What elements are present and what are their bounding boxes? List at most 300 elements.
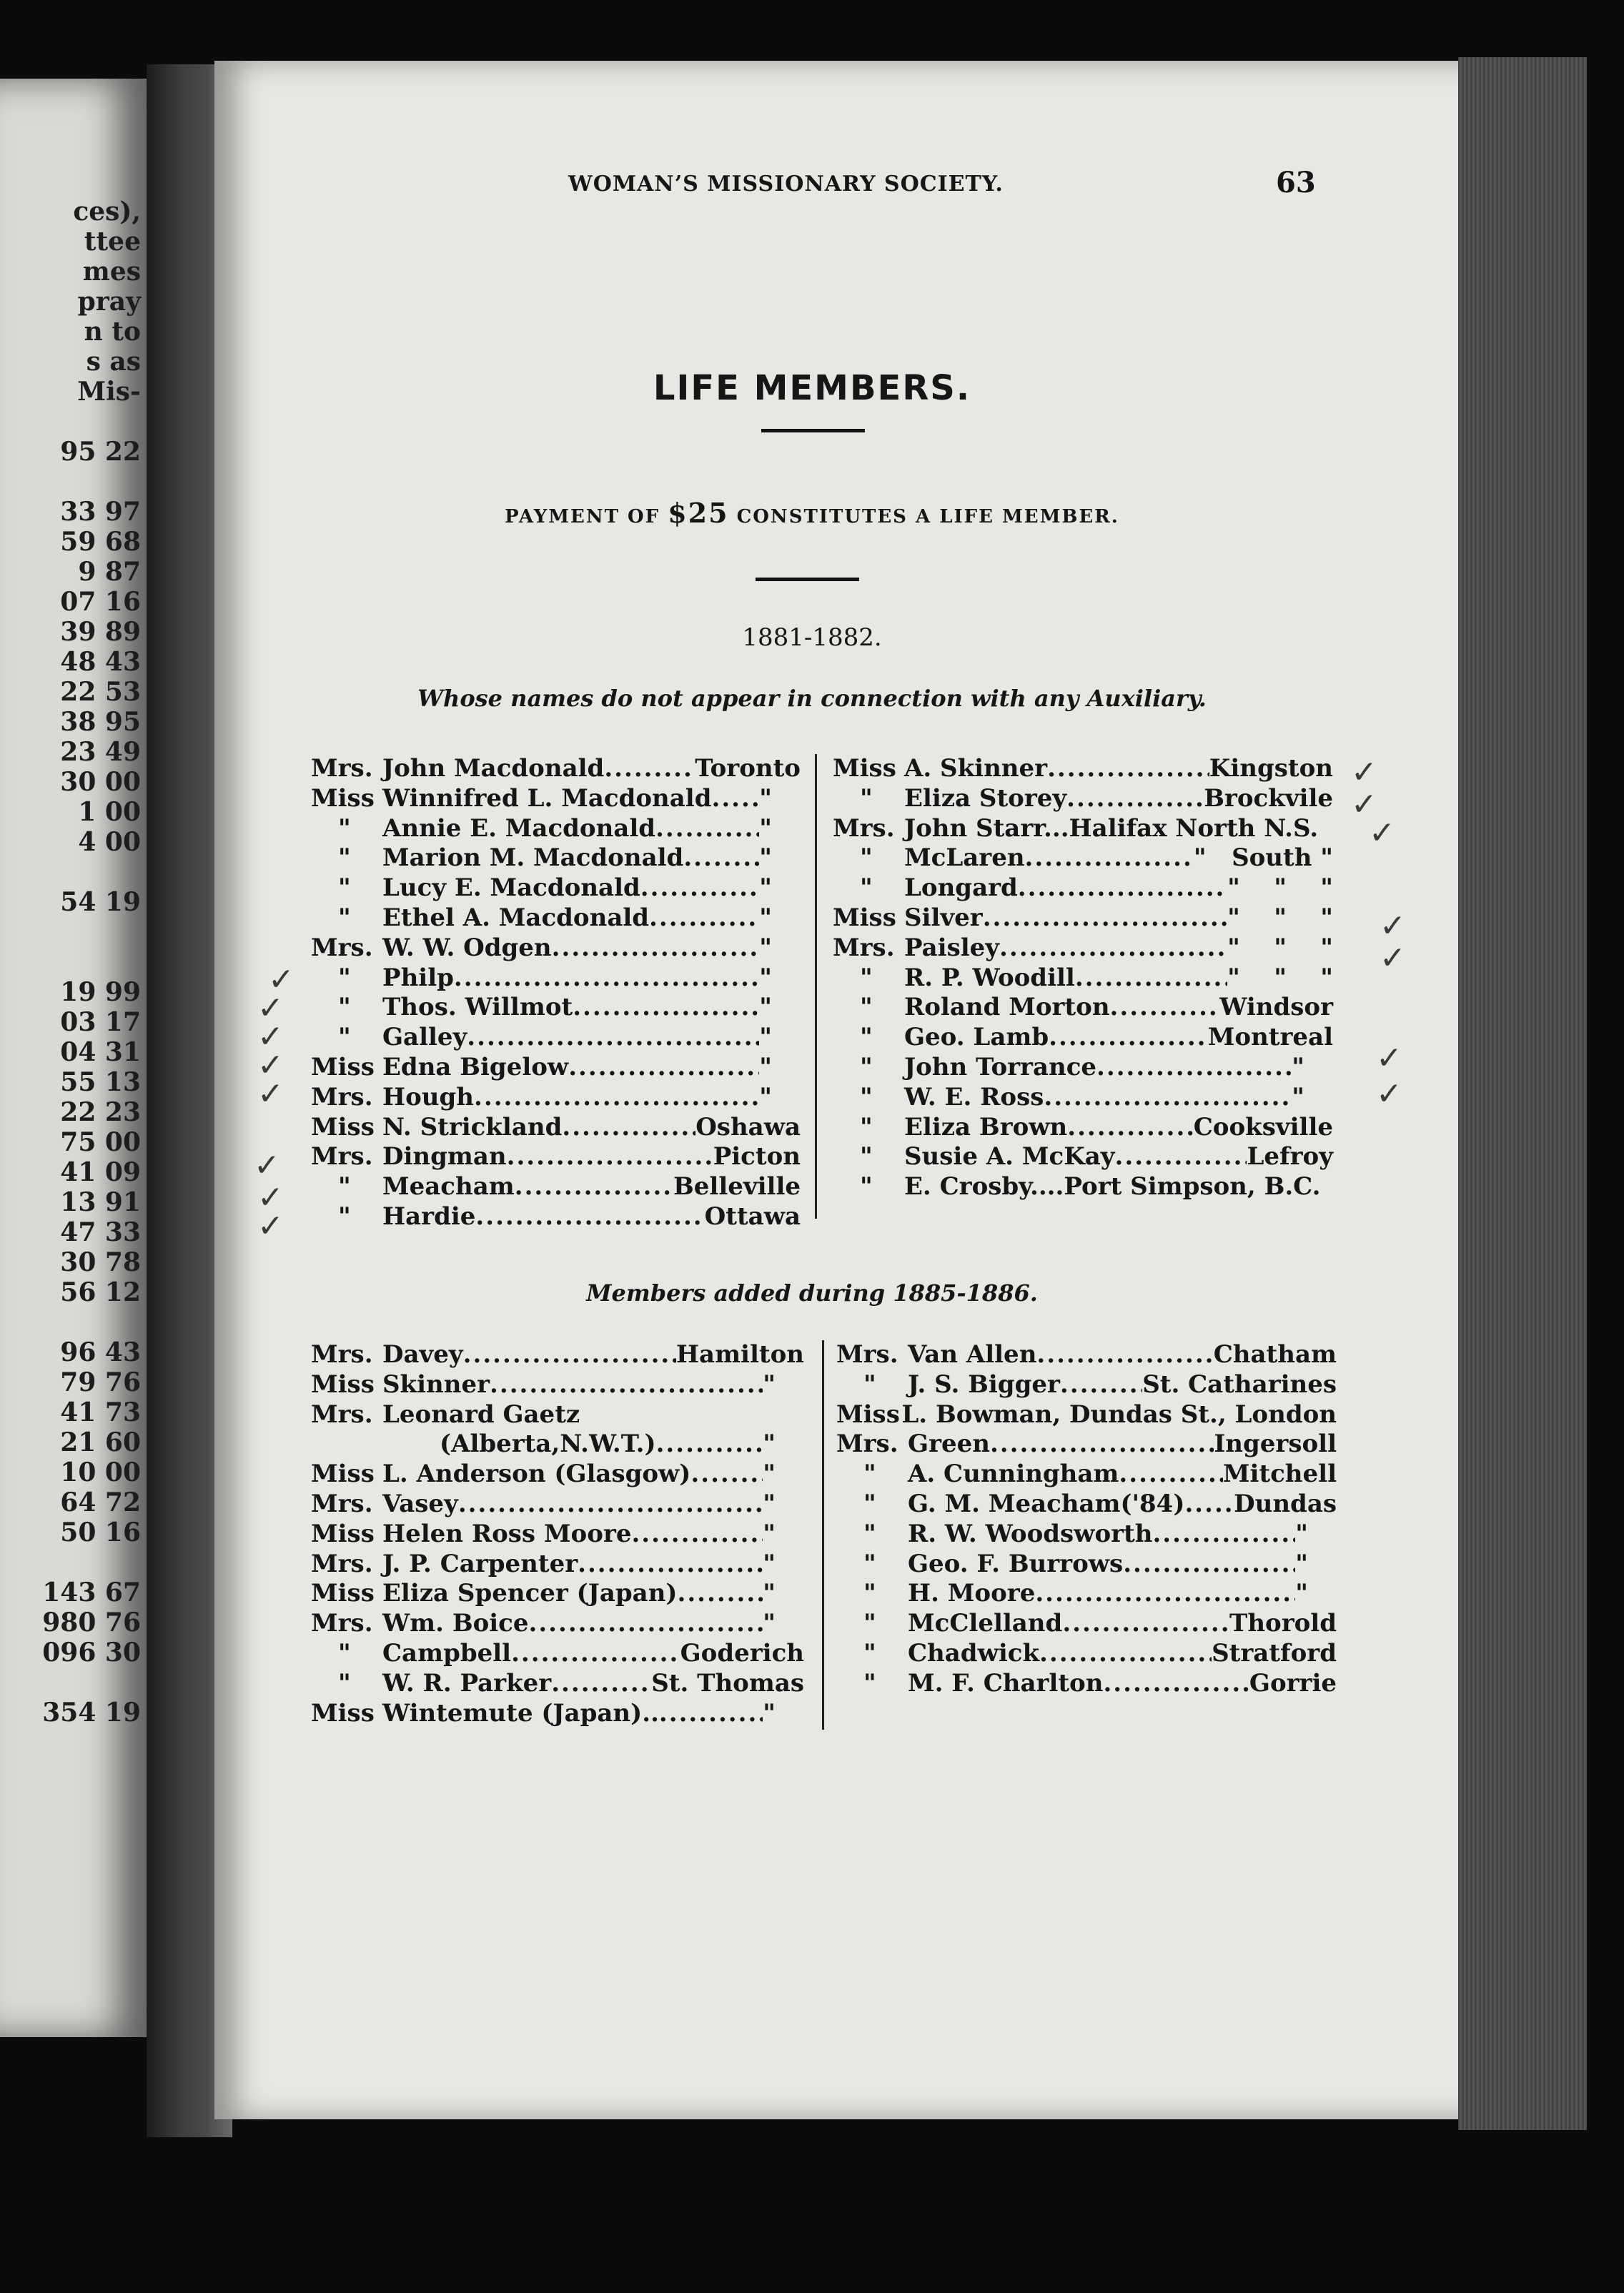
facing-page-fragment: 64 72 <box>60 1487 141 1517</box>
member-row <box>311 1113 801 1143</box>
member-name: Longard <box>904 873 1018 903</box>
check-mark-icon: ✓ <box>268 961 294 998</box>
facing-page-fragment: 03 17 <box>60 1007 141 1037</box>
member-name: Geo. F. Burrows <box>908 1549 1124 1578</box>
member-title <box>311 1430 382 1460</box>
facing-page-fragment: 22 23 <box>60 1097 141 1127</box>
member-name: Lucy E. Macdonald <box>382 873 640 903</box>
member-place: " <box>1295 1519 1308 1548</box>
member-name: Helen Ross Moore <box>382 1519 632 1548</box>
column-divider <box>815 754 817 1219</box>
member-title: Miss <box>311 1519 375 1548</box>
dot-leader <box>1184 1490 1234 1520</box>
dot-leader <box>1110 993 1220 1023</box>
member-place: Goderich <box>680 1638 804 1668</box>
member-place: " " " <box>1227 963 1333 992</box>
facing-page-fragment: 21 60 <box>60 1427 141 1457</box>
member-place: " <box>763 1698 776 1728</box>
member-place: Mitchell <box>1222 1460 1337 1489</box>
member-name: H. Moore <box>908 1579 1036 1608</box>
member-name: Green <box>908 1430 990 1459</box>
facing-page-fragment: 50 16 <box>60 1517 141 1547</box>
page-number: 63 <box>1276 166 1316 199</box>
check-mark-icon: ✓ <box>254 1147 280 1184</box>
facing-page-fragment: 07 16 <box>60 587 141 617</box>
member-place: Chatham <box>1213 1340 1337 1369</box>
member-place: " <box>759 1052 772 1081</box>
member-name: Hough <box>382 1082 475 1111</box>
facing-page-fragment: ttee <box>84 227 141 257</box>
member-name: John Torrance <box>904 1052 1097 1081</box>
member-place: " <box>759 1082 772 1111</box>
facing-page-fragment: 59 68 <box>60 527 141 557</box>
facing-page-fragment: 354 19 <box>42 1698 141 1728</box>
member-name: Campbell <box>382 1638 512 1668</box>
dot-leader <box>604 754 695 784</box>
member-row <box>836 1340 1337 1370</box>
member-name: Roland Morton <box>904 993 1110 1022</box>
member-title: " <box>863 1549 876 1578</box>
dot-leader <box>511 1639 680 1669</box>
check-mark-icon: ✓ <box>257 1019 284 1055</box>
facing-page-fragment: 41 09 <box>60 1157 141 1187</box>
member-row <box>836 1400 1337 1430</box>
check-mark-icon: ✓ <box>257 990 284 1026</box>
member-row <box>311 1699 804 1729</box>
subtitle-post: CONSTITUTES A LIFE MEMBER. <box>736 506 1119 528</box>
facing-page-fragment: 10 00 <box>60 1457 141 1487</box>
member-row <box>836 1430 1337 1460</box>
member-row <box>833 784 1333 814</box>
dot-leader <box>1119 1460 1222 1490</box>
check-mark-icon: ✓ <box>1380 940 1406 976</box>
member-row <box>836 1520 1337 1550</box>
facing-page-fragment: mes <box>82 257 141 287</box>
member-place: Kingston <box>1209 754 1333 783</box>
member-title: Mrs. <box>311 1489 373 1518</box>
check-mark-icon: ✓ <box>257 1076 284 1112</box>
member-row <box>833 964 1333 994</box>
member-title: Mrs. <box>311 1549 373 1578</box>
member-place: Dundas <box>1234 1489 1337 1518</box>
member-title: " <box>860 1172 873 1202</box>
dot-leader <box>1067 1113 1193 1143</box>
member-place: " " " <box>1227 903 1333 932</box>
facing-page-fragment: 19 99 <box>60 977 141 1007</box>
facing-page-fragment: 096 30 <box>42 1638 141 1668</box>
dot-leader <box>649 903 759 933</box>
member-row <box>833 754 1333 784</box>
member-place: Cooksville <box>1193 1112 1333 1141</box>
member-name: M. F. Charlton <box>908 1668 1104 1698</box>
title-rule <box>761 429 865 432</box>
dot-leader <box>1044 1083 1292 1113</box>
facing-page-fragment: 55 13 <box>60 1067 141 1097</box>
member-row <box>311 1400 804 1430</box>
member-row <box>311 873 801 903</box>
dot-leader <box>1018 873 1227 903</box>
member-name: J. S. Bigger <box>908 1370 1060 1399</box>
member-place: Stratford <box>1212 1638 1337 1668</box>
dot-leader <box>711 784 759 814</box>
dot-leader <box>474 1083 759 1113</box>
member-place: " <box>1295 1579 1308 1608</box>
facing-page-fragment: 39 89 <box>60 617 141 647</box>
member-name: Wintemute (Japan).. <box>382 1698 659 1728</box>
check-mark-icon: ✓ <box>1376 1040 1402 1076</box>
member-place: Ingersoll <box>1214 1430 1337 1459</box>
member-row <box>311 1579 804 1609</box>
member-row <box>311 903 801 933</box>
member-title: Mrs. <box>833 813 895 843</box>
member-title: " <box>860 1052 873 1081</box>
dot-leader <box>999 933 1227 964</box>
dot-leader <box>1060 1370 1142 1400</box>
dot-leader <box>1096 1053 1292 1083</box>
dot-leader <box>568 1053 759 1083</box>
member-title: Miss <box>311 1698 375 1728</box>
member-name: Davey <box>382 1340 463 1369</box>
member-title: Miss <box>836 1400 900 1429</box>
dot-leader <box>490 1370 763 1400</box>
member-row <box>311 1669 804 1699</box>
member-place: " <box>759 813 772 843</box>
member-title: " <box>338 1023 351 1052</box>
member-row <box>836 1609 1337 1639</box>
facing-page-fragment: 04 31 <box>60 1037 141 1067</box>
member-name: McClelland <box>908 1609 1063 1638</box>
dot-leader <box>655 814 759 844</box>
member-place: " <box>759 903 772 932</box>
facing-page-fragment: 75 00 <box>60 1127 141 1157</box>
member-place: " <box>1292 1082 1304 1111</box>
member-place: Gorrie <box>1249 1668 1337 1698</box>
facing-page-fragment: 56 12 <box>60 1277 141 1307</box>
section1-right-column <box>833 754 1333 1202</box>
member-name: L. Anderson (Glasgow) <box>382 1460 691 1489</box>
member-name: A. Cunningham <box>908 1460 1119 1489</box>
member-name: Skinner <box>382 1370 490 1399</box>
member-name: Silver <box>904 903 983 932</box>
member-place: Windsor <box>1219 993 1333 1022</box>
member-place: " <box>763 1489 776 1518</box>
section-year: 1881-1882. <box>742 623 882 652</box>
member-title: " <box>338 1668 351 1698</box>
member-row <box>311 1550 804 1580</box>
dot-leader <box>983 903 1227 933</box>
member-title: " <box>338 1202 351 1231</box>
member-row <box>311 1083 801 1113</box>
member-name: Susie A. McKay <box>904 1142 1115 1172</box>
member-title: Mrs. <box>311 754 373 783</box>
dot-leader <box>656 1430 763 1460</box>
member-name: Leonard Gaetz <box>382 1400 580 1429</box>
dot-leader <box>1103 1669 1249 1699</box>
member-place: " <box>1292 1052 1304 1081</box>
member-row <box>833 843 1333 873</box>
member-name: Dingman <box>382 1142 507 1172</box>
member-name: Winnifred L. Macdonald <box>382 783 712 813</box>
running-title: WOMAN’S MISSIONARY SOCIETY. <box>568 172 1004 197</box>
check-mark-icon: ✓ <box>1369 815 1395 851</box>
facing-page-fragment: 47 33 <box>60 1217 141 1247</box>
member-row <box>311 1520 804 1550</box>
facing-page-fragment: 9 87 <box>78 557 141 587</box>
facing-page-fragment: 30 00 <box>60 767 141 797</box>
member-place: Toronto <box>695 754 801 783</box>
dot-leader <box>1062 1609 1229 1639</box>
member-title: " <box>338 873 351 903</box>
dot-leader <box>1036 1340 1213 1370</box>
member-row <box>311 1053 801 1083</box>
member-title: " <box>863 1668 876 1698</box>
member-name: L. Bowman, Dundas St., London <box>901 1400 1337 1429</box>
member-name: Chadwick <box>908 1638 1040 1668</box>
member-place: Hamilton <box>675 1340 804 1369</box>
section1-left-column <box>311 754 801 1232</box>
member-name: Galley <box>382 1023 467 1052</box>
member-title: Mrs. <box>311 1340 373 1369</box>
facing-page-fragment: 143 67 <box>42 1578 141 1608</box>
member-name: John Macdonald <box>382 754 605 783</box>
dot-leader <box>1123 1550 1295 1580</box>
dot-leader <box>1025 843 1194 873</box>
dot-leader <box>578 1550 763 1580</box>
member-row <box>311 1172 801 1202</box>
member-name: R. P. Woodill <box>904 963 1075 992</box>
facing-page-fragment: n to <box>84 317 141 347</box>
dot-leader <box>454 964 759 994</box>
section1-note: Whose names do not appear in connection with any Auxiliary. <box>417 685 1207 712</box>
member-place: " " " <box>1227 873 1333 903</box>
section2-left-column <box>311 1340 804 1728</box>
facing-page-fragment: ces), <box>73 197 141 227</box>
member-title: " <box>860 1112 873 1141</box>
member-place: " South " <box>1193 843 1333 873</box>
member-row <box>833 814 1333 844</box>
member-row <box>311 1142 801 1172</box>
member-title: Mrs. <box>311 1609 373 1638</box>
member-place: Oshawa <box>695 1112 801 1141</box>
member-title: Mrs. <box>311 1142 373 1172</box>
member-place: " <box>763 1579 776 1608</box>
member-place: St. Catharines <box>1142 1370 1337 1399</box>
member-name: Wm. Boice <box>382 1609 529 1638</box>
member-place: " " " <box>1227 933 1333 962</box>
dot-leader <box>1075 964 1227 994</box>
member-row <box>311 1202 801 1232</box>
dot-leader <box>507 1142 713 1172</box>
column-divider <box>822 1340 824 1730</box>
member-place: " <box>759 843 772 873</box>
member-title: " <box>863 1460 876 1489</box>
member-title: " <box>338 1172 351 1202</box>
member-place: " <box>763 1460 776 1489</box>
dot-leader <box>467 1023 759 1053</box>
member-place: Brockvile <box>1204 783 1333 813</box>
member-title: Miss <box>311 1052 375 1081</box>
dot-leader <box>678 1579 763 1609</box>
member-name: John Starr...Halifax North N.S. <box>904 813 1319 843</box>
member-place: " <box>759 993 772 1022</box>
dot-leader <box>1035 1579 1295 1609</box>
member-row <box>311 754 801 784</box>
member-title: Miss <box>311 1460 375 1489</box>
dot-leader <box>463 1340 676 1370</box>
member-row <box>833 1083 1333 1113</box>
member-row <box>311 1460 804 1490</box>
member-row <box>836 1460 1337 1490</box>
dot-leader <box>631 1520 763 1550</box>
facing-page-fragment: 79 76 <box>60 1367 141 1397</box>
dot-leader <box>552 933 760 964</box>
member-row <box>836 1370 1337 1400</box>
member-name: W. W. Odgen <box>382 933 552 962</box>
member-row <box>833 1172 1333 1202</box>
member-row <box>833 1023 1333 1053</box>
member-place: " <box>763 1519 776 1548</box>
member-title: " <box>338 1638 351 1668</box>
dot-leader <box>573 993 759 1023</box>
member-title: " <box>860 873 873 903</box>
member-place: " <box>759 783 772 813</box>
member-title: Miss <box>311 1112 375 1141</box>
member-place: " <box>1295 1549 1308 1578</box>
member-row <box>311 993 801 1023</box>
facing-page-fragment: 33 97 <box>60 497 141 527</box>
member-title: Mrs. <box>836 1340 898 1369</box>
member-name: Annie E. Macdonald <box>382 813 656 843</box>
facing-page-fragment: 38 95 <box>60 707 141 737</box>
member-row <box>833 933 1333 964</box>
subtitle <box>0 497 1624 529</box>
member-title: Mrs. <box>311 1082 373 1111</box>
facing-page-fragment: pray <box>77 287 141 317</box>
section2-note: Members added during 1885-1886. <box>586 1279 1038 1307</box>
member-name: A. Skinner <box>904 754 1048 783</box>
member-place: " <box>763 1609 776 1638</box>
check-mark-icon: ✓ <box>257 1179 284 1216</box>
member-title: Mrs. <box>311 933 373 962</box>
member-title: Miss <box>311 1579 375 1608</box>
member-name: R. W. Woodsworth <box>908 1519 1153 1548</box>
dot-leader <box>1049 1023 1208 1053</box>
member-place: Montreal <box>1207 1023 1333 1052</box>
member-title: " <box>863 1519 876 1548</box>
member-place: " <box>759 963 772 992</box>
facing-page-fragment: Mis- <box>77 377 141 407</box>
subtitle-amount: $25 <box>668 497 729 529</box>
member-name: Paisley <box>904 933 1000 962</box>
member-name: E. Crosby....Port Simpson, B.C. <box>904 1172 1321 1202</box>
facing-page-fragment: 23 49 <box>60 737 141 767</box>
member-row <box>311 1639 804 1669</box>
dot-leader <box>659 1699 763 1729</box>
member-title: " <box>863 1489 876 1518</box>
member-place: " <box>759 1023 772 1052</box>
dot-leader <box>1039 1639 1212 1669</box>
member-place: St. Thomas <box>651 1668 804 1698</box>
facing-page-fragment: 95 22 <box>60 437 141 467</box>
member-title: " <box>860 1142 873 1172</box>
member-name: Geo. Lamb <box>904 1023 1049 1052</box>
member-title: " <box>860 1023 873 1052</box>
dot-leader <box>1047 754 1209 784</box>
member-title: " <box>338 993 351 1022</box>
member-row <box>311 1490 804 1520</box>
member-place: " <box>763 1430 776 1459</box>
member-place: Picton <box>713 1142 801 1172</box>
member-title: " <box>338 843 351 873</box>
member-row <box>311 964 801 994</box>
facing-page-fragment: 48 43 <box>60 647 141 677</box>
member-place: " <box>763 1549 776 1578</box>
member-name: Marion M. Macdonald <box>382 843 684 873</box>
subtitle-pre: PAYMENT OF <box>505 506 660 528</box>
member-row <box>311 843 801 873</box>
check-mark-icon: ✓ <box>257 1208 284 1244</box>
check-mark-icon: ✓ <box>257 1047 284 1084</box>
member-title: " <box>860 963 873 992</box>
member-title: " <box>863 1638 876 1668</box>
member-place: " <box>759 933 772 962</box>
member-name: Thos. Willmot <box>382 993 573 1022</box>
check-mark-icon: ✓ <box>1376 1076 1402 1112</box>
member-row <box>833 1142 1333 1172</box>
member-name: (Alberta,N.W.T.) <box>440 1430 656 1459</box>
facing-page-fragment: 96 43 <box>60 1337 141 1367</box>
member-row <box>311 1340 804 1370</box>
member-title: " <box>338 813 351 843</box>
dot-leader <box>1066 784 1204 814</box>
member-name: W. E. Ross <box>904 1082 1044 1111</box>
dot-leader <box>990 1430 1214 1460</box>
member-place: Thorold <box>1229 1609 1337 1638</box>
member-title: Mrs. <box>311 1400 373 1429</box>
member-name: Eliza Spencer (Japan) <box>382 1579 678 1608</box>
member-title: Mrs. <box>836 1430 898 1459</box>
member-place: Belleville <box>673 1172 801 1202</box>
member-title: " <box>860 843 873 873</box>
member-row <box>311 1370 804 1400</box>
facing-page-fragment: 980 76 <box>42 1608 141 1638</box>
member-title: " <box>860 1082 873 1111</box>
page-title: LIFE MEMBERS. <box>653 368 971 408</box>
member-row <box>311 1023 801 1053</box>
member-row <box>833 873 1333 903</box>
check-mark-icon: ✓ <box>1351 754 1377 791</box>
dot-leader <box>562 1113 695 1143</box>
check-mark-icon: ✓ <box>1380 908 1406 944</box>
member-row <box>311 784 801 814</box>
member-name: McLaren <box>904 843 1025 873</box>
facing-page-fragment: 30 78 <box>60 1247 141 1277</box>
member-name: Van Allen <box>908 1340 1037 1369</box>
member-name: N. Strickland <box>382 1112 563 1141</box>
member-title: " <box>863 1609 876 1638</box>
member-row <box>311 933 801 964</box>
member-row <box>311 1430 804 1460</box>
member-title: Miss <box>833 754 896 783</box>
section2-right-column <box>836 1340 1337 1699</box>
member-row <box>836 1579 1337 1609</box>
member-row <box>311 1609 804 1639</box>
member-title: " <box>860 993 873 1022</box>
member-title: Miss <box>311 783 375 813</box>
member-row <box>833 1053 1333 1083</box>
member-name: Eliza Brown <box>904 1112 1068 1141</box>
member-row <box>833 1113 1333 1143</box>
